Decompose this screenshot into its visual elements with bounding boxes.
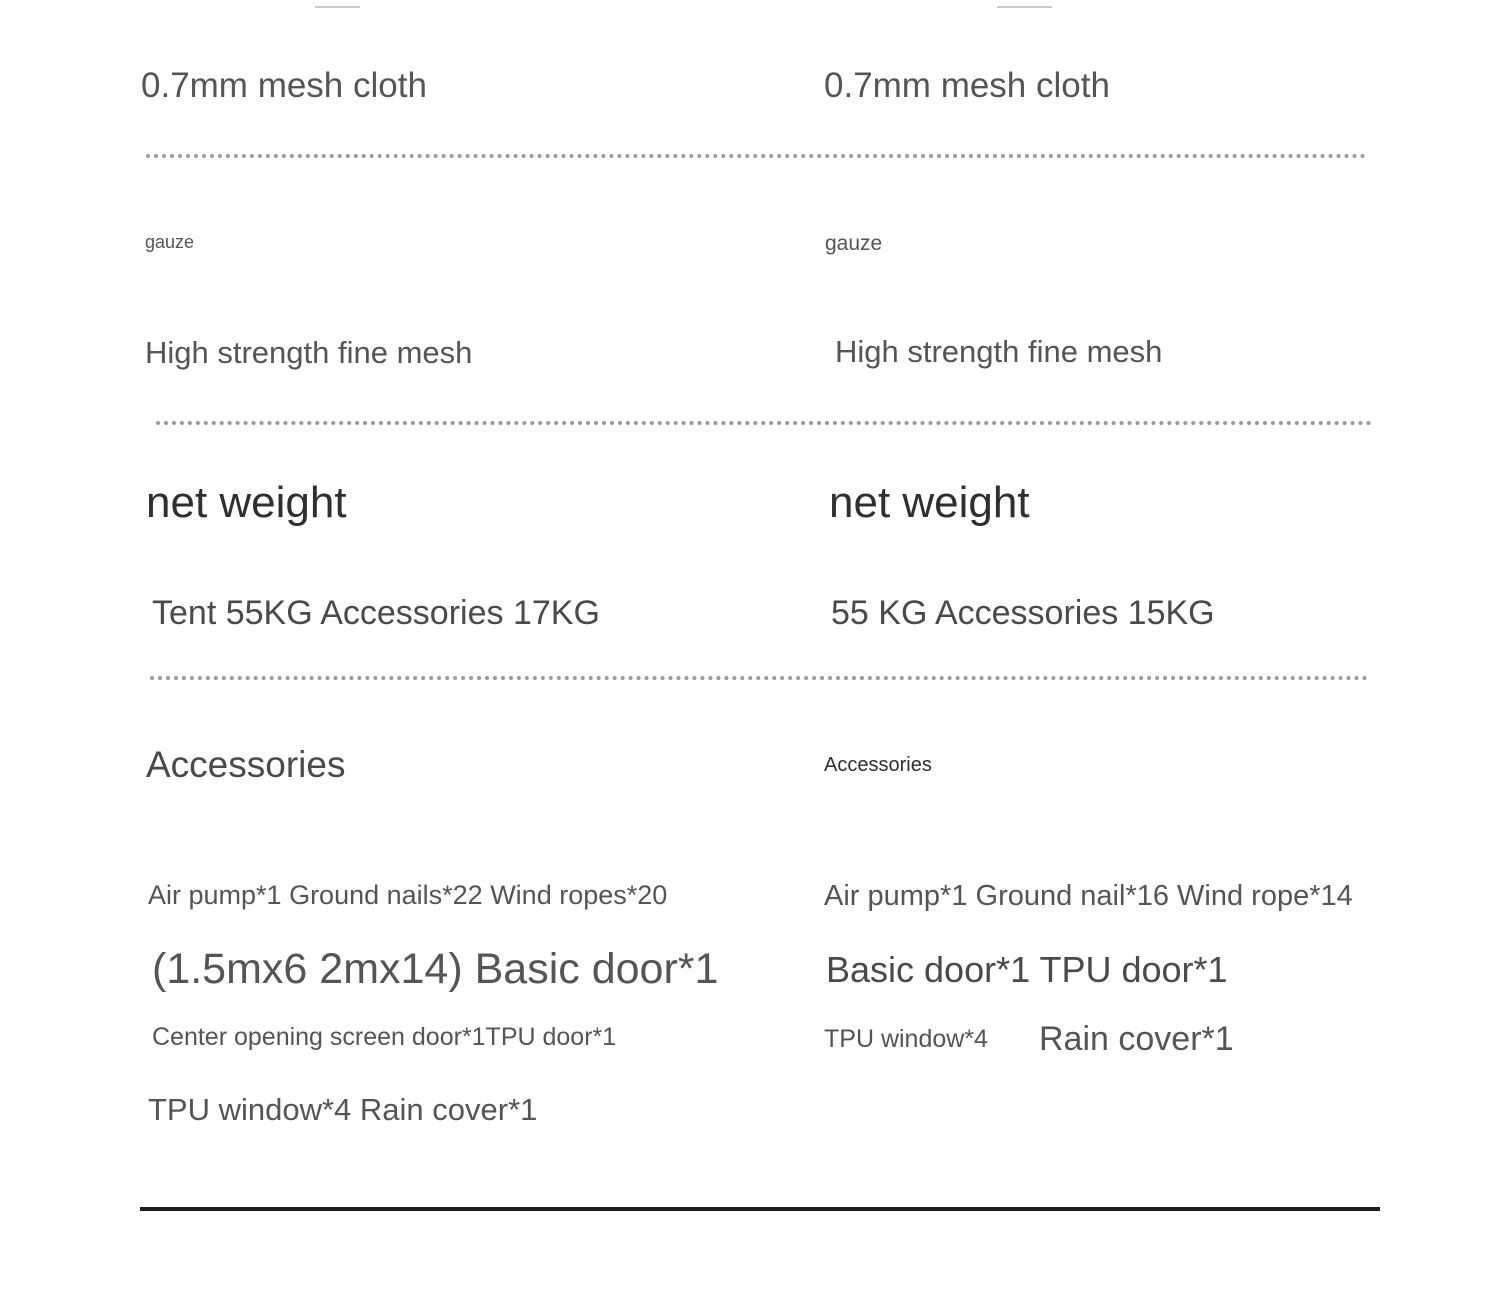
left-accessories-line2: (1.5mx6 2mx14) Basic door*1 [152,945,719,993]
right-accessories-line2: Basic door*1 TPU door*1 [826,949,1228,990]
dotted-divider [150,676,1368,680]
left-accessories-line4: TPU window*4 Rain cover*1 [148,1092,538,1127]
left-gauze-value: High strength fine mesh [145,335,473,370]
bottom-divider [140,1207,1380,1211]
cropped-mark [997,0,1052,8]
right-accessories-line3b: Rain cover*1 [1039,1020,1234,1058]
right-fabric-value: 0.7mm mesh cloth [824,66,1110,105]
right-weight-value: 55 KG Accessories 15KG [831,594,1215,632]
dotted-divider [156,421,1372,425]
right-accessories-label: Accessories [824,754,932,776]
dotted-divider [146,154,1366,158]
left-gauze-label: gauze [145,232,195,252]
cropped-mark [315,0,360,8]
right-weight-label: net weight [829,478,1030,527]
left-weight-label: net weight [146,478,347,527]
left-accessories-line3: Center opening screen door*1TPU door*1 [152,1023,617,1051]
left-accessories-line1: Air pump*1 Ground nails*22 Wind ropes*20 [148,880,668,910]
right-accessories-line3a: TPU window*4 [824,1025,988,1053]
right-gauze-value: High strength fine mesh [835,334,1163,369]
right-accessories-line1: Air pump*1 Ground nail*16 Wind rope*14 [824,880,1353,912]
right-gauze-label: gauze [825,232,883,255]
left-weight-value: Tent 55KG Accessories 17KG [152,594,600,632]
left-accessories-label: Accessories [146,744,346,785]
left-fabric-value: 0.7mm mesh cloth [141,66,427,105]
